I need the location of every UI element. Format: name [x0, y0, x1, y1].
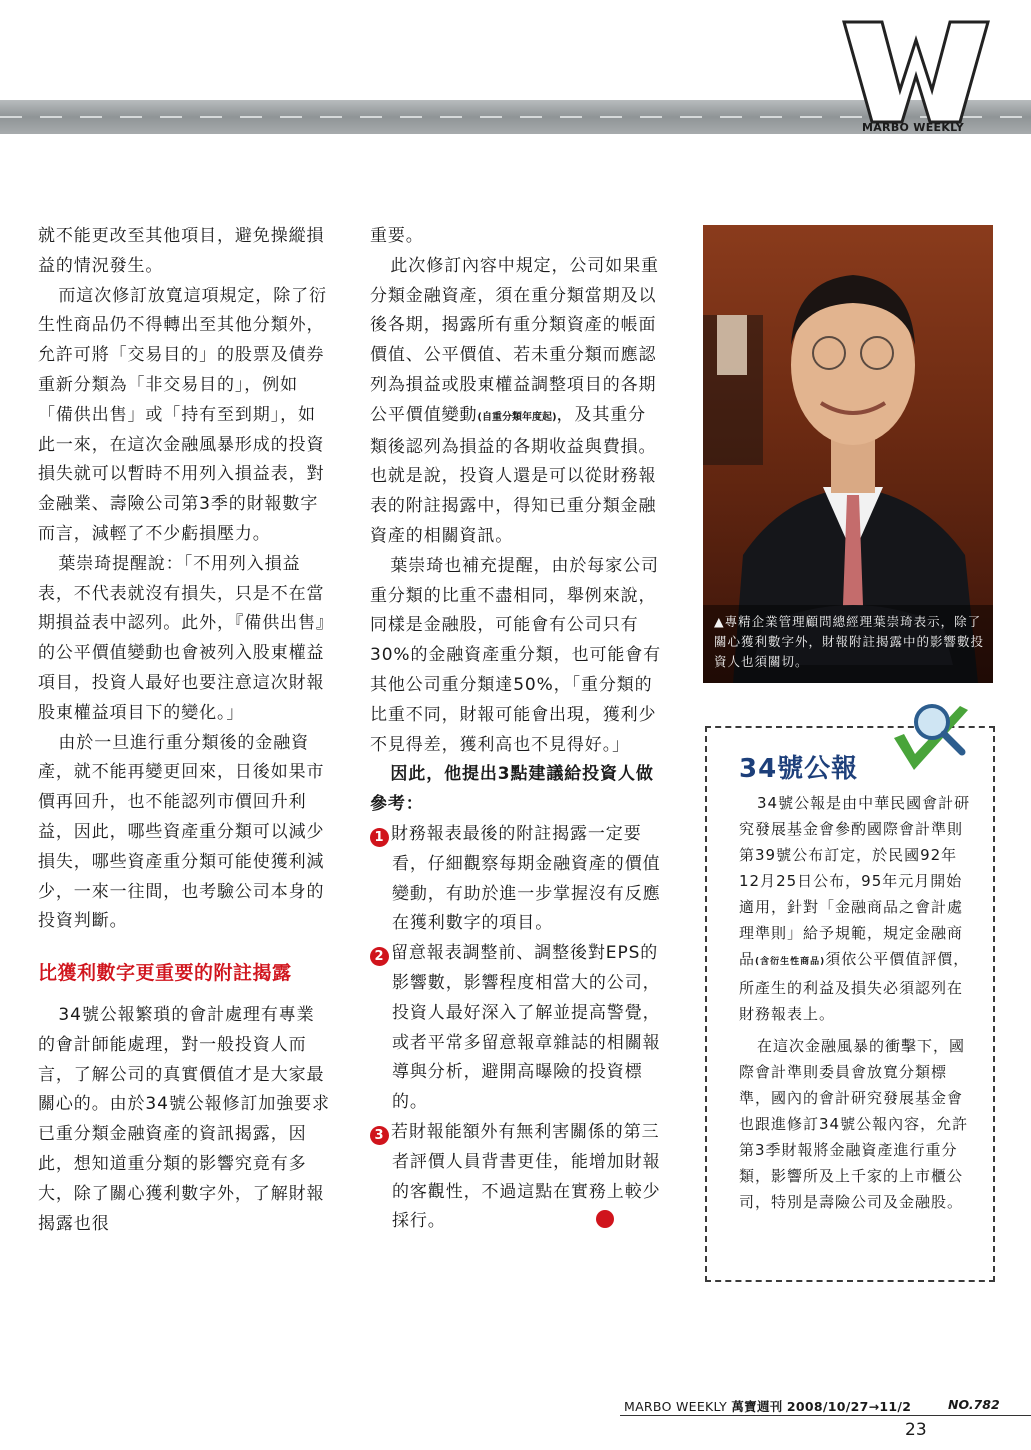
paragraph: 葉崇琦也補充提醒，由於每家公司重分類的比重不盡相同，舉例來說，同樣是金融股，可能會有公司只有30%的金融資產重分類，也可能會有其他公司重分類達50%，「重分類的比重不同，財報可能會出現，獲利少不見得差，獲利高也不見得好。」: [370, 555, 662, 755]
w-logo-icon: [842, 18, 990, 136]
paragraph: 而這次修訂放寬這項規定，除了衍生性商品仍不得轉出至其他分類外，允許可將「交易目的」的股票及債券重新分類為「非交易目的」，例如「備供出售」或「持有至到期」，如此一來，在這次金融風暴形成的投資損失就可以暫時不用列入損益表，對金融業、壽險公司第3季的財報數字而言，減輕了不少虧損壓力。: [38, 285, 327, 544]
paragraph: 34號公報繁瑣的會計處理有專業的會計師能處理，對一般投資人而言，了解公司的真實價值才是大家最關心的。由於34號公報修訂加強要求已重分類金融資產的資訊揭露，因此，想知道重分類的影響究竟有多大，除了關心獲利數字外，了解財報揭露也很: [38, 1004, 330, 1234]
paragraph: 由於一旦進行重分類後的金融資產，就不能再變更回來，日後如果市價再回升，也不能認列市價回升利益，因此，哪些資產重分類可以減少損失，哪些資產重分類可能使獲利減少，一來一往間，也考驗公司本身的投資判斷。: [38, 732, 325, 932]
list-item-text: 留意報表調整前、調整後對EPS的影響數，影響程度相當大的公司，投資人最好深入了解並提高警覺，或者平常多留意報章雜誌的相關報導與分析，避開高曝險的投資標的。: [391, 943, 661, 1113]
brand-name: MARBO WEEKLY: [862, 121, 965, 134]
footer-rule: [620, 1415, 1031, 1416]
footer-magazine-cn: 萬寶週刊: [731, 1399, 783, 1414]
paragraph: [370, 252, 662, 552]
number-badge: 3: [370, 1126, 389, 1145]
paragraph: 在這次金融風暴的衝擊下，國際會計準則委員會放寬分類標準，國內的會計研究發展基金會也跟進修訂34號公報內容，允許第3季財報將金融資產進行重分類，影響所及上千家的上市櫃公司，特別是壽險公司及金融股。: [739, 1037, 969, 1211]
number-badge: 1: [370, 828, 389, 847]
paragraph-text: 34號公報是由中華民國會計研究發展基金會參酌國際會計準則第39號公布訂定，於民國92年12月25日公布，95年元月開始適用，針對「金融商品之會計處理準則」給予規範，規定金融商品: [739, 794, 971, 968]
article-column-1: [38, 222, 330, 1239]
sidebar-text: [739, 790, 971, 1215]
paragraph: 就不能更改至其他項目，避免操縱損益的情況發生。: [38, 226, 325, 276]
paragraph: 葉崇琦提醒說：「不用列入損益表，不代表就沒有損失，只是不在當期損益表中認列。此外，『備供出售』的公平價值變動也會被列入股東權益項目，投資人最好也要注意這次財報股東權益項目下的變化。」: [38, 553, 326, 723]
list-item: [370, 1118, 662, 1237]
paragraph-text: ，及其重分類後認列為損益的各期收益與費損。也就是說，投資人還是可以從財務報表的附註揭露中，得知已重分類金融資產的相關資訊。: [370, 404, 657, 546]
footer-date: 2008/10/27→11/2: [786, 1399, 912, 1414]
list-item: [370, 939, 662, 1118]
footer-info: [624, 1397, 911, 1415]
article-column-2: [370, 222, 662, 1237]
number-badge: 2: [370, 947, 389, 966]
footer-magazine: MARBO WEEKLY: [624, 1399, 728, 1414]
sidebar-title: 34號公報: [739, 754, 859, 784]
small-note: (含衍生性商品): [755, 957, 826, 967]
magnifier-check-icon: [890, 700, 976, 778]
section-heading: 比獲利數字更重要的附註揭露: [38, 962, 292, 985]
list-item-text: 若財報能額外有無利害關係的第三者評價人員背書更佳，能增加財報的客觀性，不過這點在實務上較少採行。: [391, 1121, 661, 1232]
end-mark-icon: [596, 1210, 614, 1228]
issue-number: NO.782: [948, 1397, 1000, 1412]
paragraph-bold: 因此，他提出3點建議給投資人做參考：: [370, 764, 654, 815]
paragraph: 重要。: [370, 226, 424, 246]
small-note: (自重分類年度起): [477, 411, 557, 423]
list-item: [370, 820, 662, 939]
page-number: 23: [905, 1420, 927, 1440]
photo-caption: ▲專精企業管理顧問總經理葉崇琦表示，除了關心獲利數字外，財報附註揭露中的影響數投資人也須關切。: [714, 614, 985, 669]
paragraph: [739, 790, 971, 1027]
list-item-text: 財務報表最後的附註揭露一定要看，仔細觀察每期金融資產的價值變動，有助於進一步掌握沒有反應在獲利數字的項目。: [391, 823, 661, 934]
paragraph-text: 須依公平價值評價，所產生的利益及損失必須認列在財務報表上。: [739, 950, 970, 1023]
paragraph-text: 此次修訂內容中規定，公司如果重分類金融資產，須在重分類當期及以後各期，揭露所有重分類資產的帳面價值、公平價值、若未重分類而應認列為損益或股東權益調整項目的各期公平價值變動: [370, 255, 659, 425]
